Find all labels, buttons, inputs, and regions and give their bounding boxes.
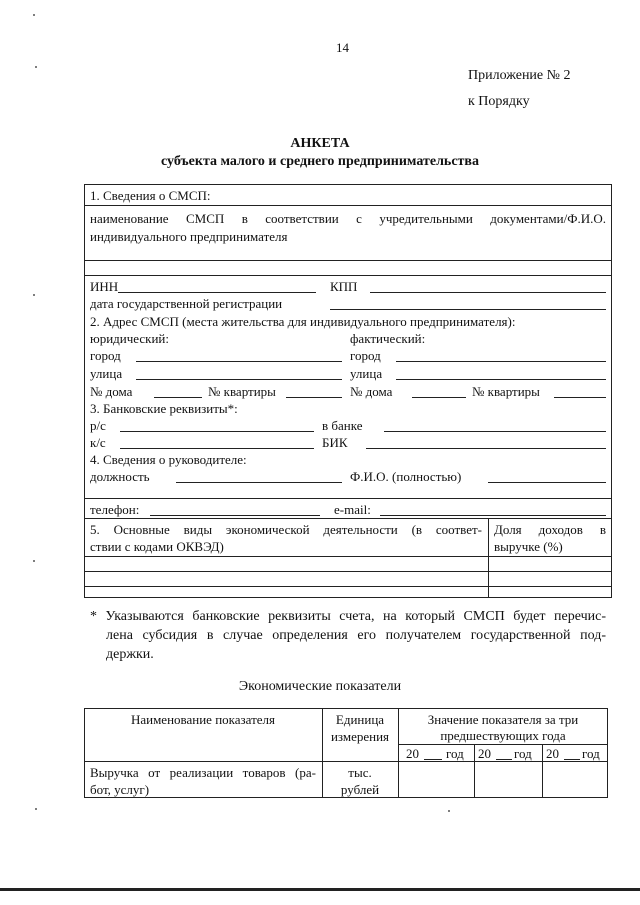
bank-field[interactable] [384, 431, 606, 432]
legal-apt-label: № квартиры [208, 384, 276, 399]
year-1-field[interactable] [424, 759, 442, 760]
legal-address-label: юридический: [90, 331, 169, 346]
econ-col-value-2: предшествующих года [440, 728, 566, 743]
rs-field[interactable] [120, 431, 314, 432]
actual-city-field[interactable] [396, 361, 606, 362]
kpp-label: КПП [330, 279, 358, 294]
appendix-order: к Порядку [468, 94, 530, 109]
smsp-name-label: наименование СМСП в соответствии с учредительными документами/Ф.И.О. [90, 211, 606, 226]
year-3-suffix: год [582, 746, 600, 761]
actual-apt-field[interactable] [554, 397, 606, 398]
page-subtitle: субъекта малого и среднего предпринимательства [161, 154, 479, 169]
footnote-3: держки. [106, 647, 154, 662]
section-5-heading: 5. Основные виды экономической деятельности (в соответ- [90, 522, 482, 537]
actual-street-field[interactable] [396, 379, 606, 380]
income-share-heading: Доля доходов в [494, 522, 606, 537]
legal-house-field[interactable] [154, 397, 202, 398]
year-3-field[interactable] [564, 759, 580, 760]
footnote-2: лена субсидия в случае определения его получателем государственной под- [106, 628, 606, 643]
reg-date-label: дата государственной регистрации [90, 296, 283, 311]
section-2-heading: 2. Адрес СМСП (места жительства для индивидуального предпринимателя): [90, 314, 516, 329]
year-1-suffix: год [446, 746, 464, 761]
section-1-heading: 1. Сведения о СМСП: [90, 188, 211, 203]
econ-row-revenue-unit: тыс. [348, 765, 372, 780]
legal-street-label: улица [90, 366, 123, 381]
position-label: должность [90, 469, 150, 484]
reg-date-field[interactable] [330, 309, 606, 310]
smsp-name-field[interactable] [84, 275, 612, 276]
year-2-suffix: год [514, 746, 532, 761]
legal-street-field[interactable] [136, 379, 342, 380]
activity-row[interactable] [84, 586, 612, 587]
fio-label: Ф.И.О. (полностью) [350, 469, 462, 484]
legal-city-label: город [90, 348, 121, 363]
econ-row-revenue-2: бот, услуг) [90, 782, 150, 797]
page-number: 14 [336, 40, 349, 55]
econ-col-name: Наименование показателя [130, 712, 276, 727]
phone-field[interactable] [150, 515, 320, 516]
actual-street-label: улица [350, 366, 383, 381]
page-bottom-rule [0, 888, 640, 891]
fio-field[interactable] [488, 482, 606, 483]
bik-label: БИК [322, 435, 348, 450]
econ-row-revenue-unit-2: рублей [340, 782, 380, 797]
actual-address-label: фактический: [350, 331, 426, 346]
appendix-label: Приложение № 2 [468, 68, 571, 83]
section-5-heading-2: ствии с кодами ОКВЭД) [90, 539, 224, 554]
year-1-prefix: 20 [406, 746, 419, 761]
smsp-name-label-2: индивидуального предпринимателя [90, 229, 288, 244]
position-field[interactable] [176, 482, 342, 483]
inn-label: ИНН [90, 279, 119, 294]
rs-label: р/с [90, 418, 106, 433]
bik-field[interactable] [366, 448, 606, 449]
actual-apt-label: № квартиры [472, 384, 540, 399]
year-2-field[interactable] [496, 759, 512, 760]
email-field[interactable] [380, 515, 606, 516]
inn-field[interactable] [118, 292, 316, 293]
page-title: АНКЕТА [290, 136, 350, 151]
econ-col-value: Значение показателя за три [427, 712, 579, 727]
bank-label: в банке [322, 418, 363, 433]
legal-city-field[interactable] [136, 361, 342, 362]
phone-label: телефон: [90, 502, 140, 517]
actual-house-label: № дома [350, 384, 393, 399]
year-3-prefix: 20 [546, 746, 559, 761]
section-3-heading: 3. Банковские реквизиты*: [90, 401, 238, 416]
section-4-heading: 4. Сведения о руководителе: [90, 452, 247, 467]
ks-field[interactable] [120, 448, 314, 449]
econ-col-unit-2: измерения [330, 729, 390, 744]
email-label: e-mail: [334, 502, 371, 517]
income-share-heading-2: выручке (%) [494, 539, 563, 554]
econ-row-revenue: Выручка от реализации товаров (ра- [90, 765, 316, 780]
legal-apt-field[interactable] [286, 397, 342, 398]
kpp-field[interactable] [370, 292, 606, 293]
econ-title: Экономические показатели [238, 679, 402, 694]
ks-label: к/с [90, 435, 106, 450]
actual-house-field[interactable] [412, 397, 466, 398]
year-2-prefix: 20 [478, 746, 491, 761]
footnote: * Указываются банковские реквизиты счета, на который СМСП будет перечис- [90, 609, 606, 624]
activity-row[interactable] [84, 571, 612, 572]
actual-city-label: город [350, 348, 381, 363]
legal-house-label: № дома [90, 384, 133, 399]
econ-col-unit: Единица [335, 712, 385, 727]
